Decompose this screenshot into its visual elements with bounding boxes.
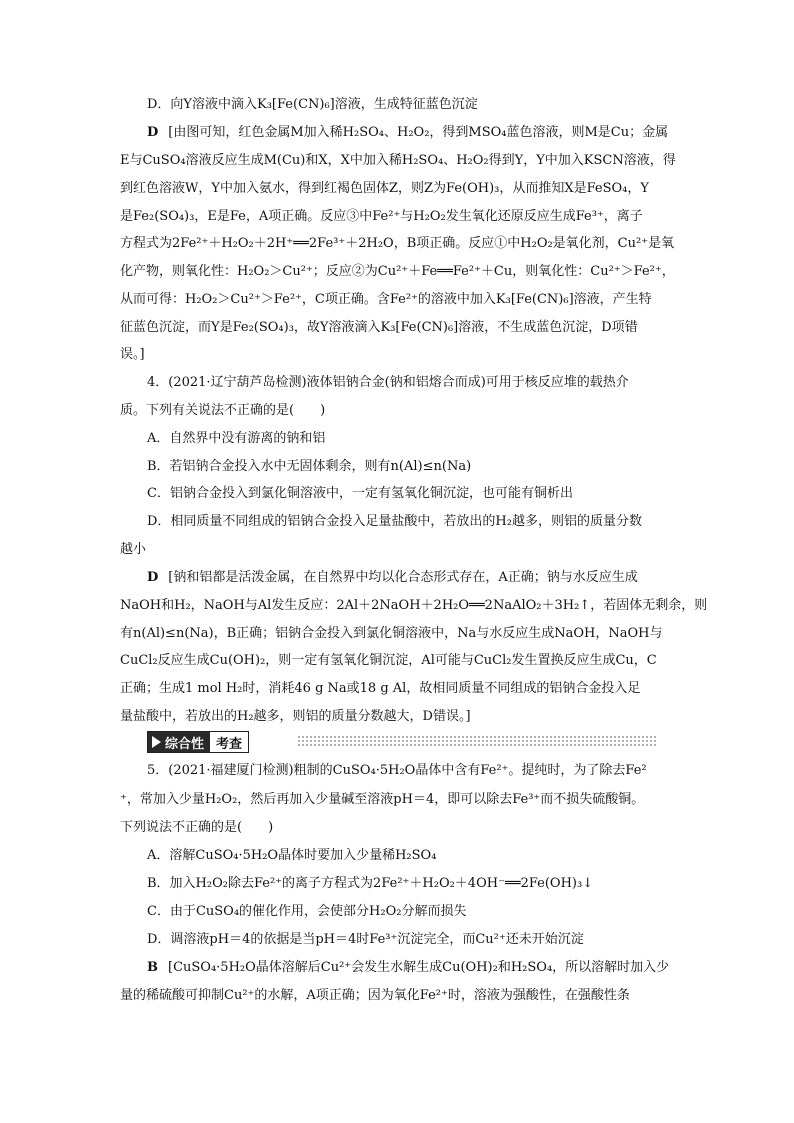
q5-option-c: C．由于CuSO₄的催化作用，会使部分H₂O₂分解而损失: [147, 904, 467, 919]
q5-option-a: A．溶解CuSO₄·5H₂O晶体时要加入少量稀H₂SO₄: [147, 848, 437, 863]
q4-option-d-cont: 越小: [120, 542, 147, 557]
q5-explain-2: 量的稀硫酸可抑制Cu²⁺的水解，A项正确；因为氧化Fe²⁺时，溶液为强酸性，在强酸性条: [120, 988, 630, 1003]
q4-option-a: A．自然界中没有游离的钠和铝: [147, 431, 326, 446]
answer-q5: [147, 959, 669, 977]
q4-stem-2: 质。下列有关说法不正确的是( ): [120, 403, 326, 418]
answer-text: [钠和铝都是活泼金属，在自然界中均以化合态形式存在，A正确；钠与水反应生成: [168, 570, 638, 585]
line-q3-explain-5: 方程式为2Fe²⁺＋H₂O₂＋2H⁺══2Fe³⁺＋2H₂O，B项正确。反应①中H₂O₂是氧化剂，Cu²⁺是氧: [120, 236, 675, 251]
line-q3-explain-3: 到红色溶液W，Y中加入氨水，得到红褐色固体Z，则Z为Fe(OH)₃，从而推知X是FeSO₄，Y: [120, 181, 649, 196]
answer-q3: [147, 124, 668, 142]
section-tag-right: 考查: [210, 732, 248, 752]
answer-letter: B: [147, 960, 158, 975]
answer-text: [由图可知，红色金属M加入稀H₂SO₄、H₂O₂，得到MSO₄蓝色溶液，则M是Cu；金属: [168, 125, 669, 140]
play-icon: [152, 736, 161, 748]
q5-stem-1: 5．(2021·福建厦门检测)粗制的CuSO₄·5H₂O晶体中含有Fe²⁺。提纯时，为了除去Fe²: [147, 763, 647, 778]
q5-option-b: B．加入H₂O₂除去Fe²⁺的离子方程式为2Fe²⁺＋H₂O₂＋4OH⁻══2Fe(OH)₃↓: [147, 876, 594, 891]
q4-explain-3: 有n(Al)≤n(Na)，B正确；铝钠合金投入到氯化铜溶液中，Na与水反应生成NaOH，NaOH与: [120, 626, 663, 641]
answer-letter: D: [147, 125, 159, 140]
line-q3-explain-2: E与CuSO₄溶液反应生成M(Cu)和X，X中加入稀H₂SO₄、H₂O₂得到Y，Y中加入KSCN溶液，得: [120, 153, 676, 168]
q4-explain-2: NaOH和H₂，NaOH与Al发生反应：2Al＋2NaOH＋2H₂O══2NaAlO₂＋3H₂↑，若固体无剩余，则: [120, 598, 708, 613]
line-q3-explain-8: 征蓝色沉淀，而Y是Fe₂(SO₄)₃，故Y溶液滴入K₃[Fe(CN)₆]溶液，不生成蓝色沉淀，D项错: [120, 320, 638, 335]
q4-explain-4: CuCl₂反应生成Cu(OH)₂，则一定有氢氧化铜沉淀，Al可能与CuCl₂发生置换反应生成Cu，C: [120, 653, 657, 668]
line-q3-explain-9: 误。]: [120, 347, 145, 362]
q5-option-d: D．调溶液pH＝4的依据是当pH＝4时Fe³⁺沉淀完全，而Cu²⁺还未开始沉淀: [147, 932, 584, 947]
line-q3-option-d: D．向Y溶液中滴入K₃[Fe(CN)₆]溶液，生成特征蓝色沉淀: [147, 97, 478, 112]
q5-stem-2: ⁺，常加入少量H₂O₂，然后再加入少量碱至溶液pH＝4，即可以除去Fe³⁺而不损失硫酸铜。: [120, 792, 645, 807]
section-tag: [147, 731, 249, 753]
section-tag-left: [148, 732, 210, 752]
q4-explain-5: 正确；生成1 mol H₂时，消耗46 g Na或18 g Al，故相同质量不同组成的铝钠合金投入足: [120, 681, 641, 696]
line-q3-explain-7: 从而可得：H₂O₂＞Cu²⁺＞Fe²⁺，C项正确。含Fe²⁺的溶液中加入K₃[Fe(CN)₆]溶液，产生特: [120, 292, 652, 307]
section-tag-left-text: 综合性: [165, 736, 205, 752]
dotted-rule: [297, 735, 657, 747]
q4-option-d: D．相同质量不同组成的铝钠合金投入足量盐酸中，若放出的H₂越多，则铝的质量分数: [147, 514, 642, 529]
line-q3-explain-6: 化产物，则氧化性：H₂O₂＞Cu²⁺；反应②为Cu²⁺＋Fe══Fe²⁺＋Cu，则氧化性：Cu²⁺＞Fe²⁺，: [120, 264, 675, 279]
answer-letter: D: [147, 570, 159, 585]
q4-option-c: C．铝钠合金投入到氯化铜溶液中，一定有氢氧化铜沉淀，也可能有铜析出: [147, 486, 573, 501]
section-banner: [147, 731, 667, 751]
line-q3-explain-4: 是Fe₂(SO₄)₃，E是Fe，A项正确。反应③中Fe²⁺与H₂O₂发生氧化还原反应生成Fe³⁺，离子: [120, 209, 643, 224]
q4-option-b: B．若铝钠合金投入水中无固体剩余，则有n(Al)≤n(Na): [147, 459, 472, 474]
q4-stem-1: 4．(2021·辽宁葫芦岛检测)液体铝钠合金(钠和铝熔合而成)可用于核反应堆的载热介: [147, 375, 629, 390]
answer-text: [CuSO₄·5H₂O晶体溶解后Cu²⁺会发生水解生成Cu(OH)₂和H₂SO₄，所以溶解时加入少: [168, 960, 670, 975]
q5-stem-3: 下列说法不正确的是( ): [120, 820, 274, 835]
answer-q4: [147, 569, 638, 587]
q4-explain-6: 量盐酸中，若放出的H₂越多，则铝的质量分数越大，D错误。]: [120, 709, 471, 724]
